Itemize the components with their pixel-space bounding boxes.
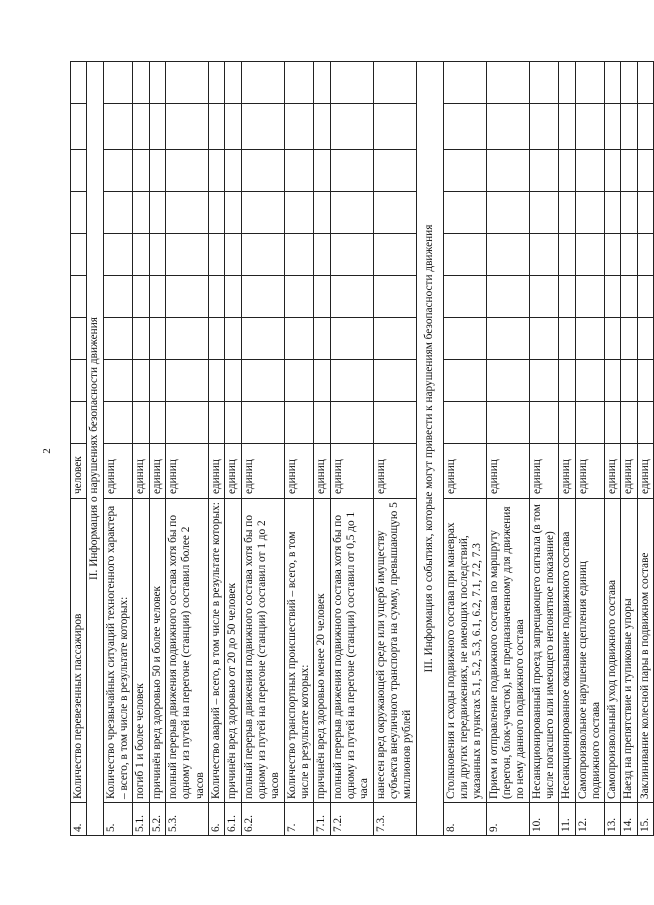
value-cell	[559, 402, 575, 444]
value-cell	[314, 104, 330, 150]
value-cell	[241, 62, 284, 104]
value-cell	[165, 150, 208, 192]
value-cell	[529, 192, 559, 234]
value-cell	[443, 276, 486, 318]
value-cell	[103, 402, 133, 444]
row-number: 7.1.	[314, 803, 330, 836]
value-cell	[373, 62, 416, 104]
row-indicator: причинён вред здоровью 50 и более человек	[149, 499, 165, 803]
value-cell	[103, 360, 133, 402]
row-number: 5.	[103, 803, 133, 836]
value-cell	[486, 360, 529, 402]
value-cell	[133, 234, 149, 276]
report-table	[70, 61, 654, 836]
table-row	[529, 62, 559, 836]
section-header	[87, 62, 103, 836]
value-cell	[621, 104, 637, 150]
row-number: 11.	[559, 803, 575, 836]
section-title: III. Информация о событиях, которые могут привести к нарушениям безопасности движения	[416, 62, 443, 836]
row-indicator: погиб 1 и более человек	[133, 499, 149, 803]
value-cell	[575, 402, 605, 444]
value-cell	[443, 104, 486, 150]
table-row	[71, 62, 87, 836]
value-cell	[165, 402, 208, 444]
row-indicator: Количество аварий – всего, в том числе в результате которых:	[208, 499, 224, 803]
value-cell	[575, 104, 605, 150]
value-cell	[284, 234, 314, 276]
value-cell	[103, 150, 133, 192]
row-indicator: Несанкционированное оказывание подвижного состава	[559, 499, 575, 803]
value-cell	[559, 150, 575, 192]
value-cell	[284, 402, 314, 444]
value-cell	[241, 192, 284, 234]
row-number: 5.3.	[165, 803, 208, 836]
value-cell	[225, 276, 241, 318]
value-cell	[575, 276, 605, 318]
value-cell	[225, 234, 241, 276]
value-cell	[149, 104, 165, 150]
rotated-page	[70, 62, 651, 836]
row-number: 6.1.	[225, 803, 241, 836]
row-number: 6.	[208, 803, 224, 836]
row-indicator: Количество чрезвычайных ситуаций техногенного характера – всего, в том числе в результате которых:	[103, 499, 133, 803]
value-cell	[605, 402, 621, 444]
value-cell	[373, 192, 416, 234]
row-number: 15.	[637, 803, 653, 836]
table-row	[575, 62, 605, 836]
row-indicator: полный перерыв движения подвижного состава хотя бы по одному из путей на перегоне (станции) составил более 2 часов	[165, 499, 208, 803]
value-cell	[165, 104, 208, 150]
value-cell	[637, 150, 653, 192]
row-indicator: Столкновения и сходы подвижного состава при маневрах или других передвижениях, не имеющих последствий, указанных в пунктах 5.1, 5.2, 5.3, 6.1, 6.2, 7.1, 7.2, 7.3	[443, 499, 486, 803]
value-cell	[486, 402, 529, 444]
row-unit: единиц	[133, 444, 149, 499]
value-cell	[373, 104, 416, 150]
row-indicator: Самопроизвольный уход подвижного состава	[605, 499, 621, 803]
value-cell	[103, 104, 133, 150]
value-cell	[314, 318, 330, 360]
value-cell	[486, 150, 529, 192]
value-cell	[241, 104, 284, 150]
value-cell	[208, 234, 224, 276]
value-cell	[443, 360, 486, 402]
value-cell	[225, 360, 241, 402]
table-row	[284, 62, 314, 836]
value-cell	[486, 192, 529, 234]
row-unit: человек	[71, 444, 87, 499]
value-cell	[284, 276, 314, 318]
row-indicator: причинён вред здоровью менее 20 человек	[314, 499, 330, 803]
value-cell	[149, 276, 165, 318]
value-cell	[241, 360, 284, 402]
row-indicator: Заклинивание колесной пары в подвижном составе	[637, 499, 653, 803]
value-cell	[559, 234, 575, 276]
value-cell	[529, 104, 559, 150]
row-unit: единиц	[225, 444, 241, 499]
table-row	[133, 62, 149, 836]
row-unit: единиц	[443, 444, 486, 499]
value-cell	[241, 402, 284, 444]
value-cell	[208, 104, 224, 150]
row-number: 12.	[575, 803, 605, 836]
value-cell	[575, 234, 605, 276]
value-cell	[103, 318, 133, 360]
section-title: II. Информация о нарушениях безопасности движения	[87, 62, 103, 836]
value-cell	[575, 62, 605, 104]
value-cell	[208, 276, 224, 318]
value-cell	[443, 150, 486, 192]
value-cell	[529, 234, 559, 276]
row-unit: единиц	[165, 444, 208, 499]
row-indicator: Количество транспортных происшествий – всего, в том числе в результате которых:	[284, 499, 314, 803]
value-cell	[133, 104, 149, 150]
value-cell	[208, 318, 224, 360]
value-cell	[225, 192, 241, 234]
row-unit: единиц	[621, 444, 637, 499]
value-cell	[208, 360, 224, 402]
value-cell	[284, 62, 314, 104]
value-cell	[330, 318, 373, 360]
value-cell	[559, 360, 575, 402]
value-cell	[330, 62, 373, 104]
row-indicator: Самопроизвольное нарушение сцепления единиц подвижного состава	[575, 499, 605, 803]
value-cell	[133, 318, 149, 360]
value-cell	[373, 234, 416, 276]
value-cell	[284, 318, 314, 360]
value-cell	[225, 402, 241, 444]
value-cell	[330, 192, 373, 234]
row-number: 4.	[71, 803, 87, 836]
row-unit: единиц	[284, 444, 314, 499]
value-cell	[559, 192, 575, 234]
row-indicator: полный перерыв движения подвижного состава хотя бы по одному из путей на перегоне (станции) составил от 1 до 2 часов	[241, 499, 284, 803]
value-cell	[605, 192, 621, 234]
value-cell	[575, 360, 605, 402]
value-cell	[165, 62, 208, 104]
value-cell	[165, 234, 208, 276]
value-cell	[314, 360, 330, 402]
value-cell	[373, 150, 416, 192]
value-cell	[575, 150, 605, 192]
value-cell	[621, 402, 637, 444]
value-cell	[486, 104, 529, 150]
table-row	[225, 62, 241, 836]
row-unit: единиц	[529, 444, 559, 499]
row-number: 7.3.	[373, 803, 416, 836]
value-cell	[637, 192, 653, 234]
value-cell	[621, 318, 637, 360]
row-number: 7.	[284, 803, 314, 836]
row-unit: единиц	[330, 444, 373, 499]
value-cell	[621, 234, 637, 276]
value-cell	[314, 234, 330, 276]
value-cell	[605, 234, 621, 276]
value-cell	[605, 62, 621, 104]
value-cell	[284, 150, 314, 192]
table-row	[373, 62, 416, 836]
value-cell	[621, 360, 637, 402]
row-number: 8.	[443, 803, 486, 836]
value-cell	[165, 360, 208, 402]
value-cell	[314, 150, 330, 192]
table-row	[637, 62, 653, 836]
value-cell	[486, 234, 529, 276]
row-unit: единиц	[605, 444, 621, 499]
row-indicator: Прием и отправление подвижного состава по маршруту (перегон, блок-участок), не предназначенному для движения по нему данного подвижного состава	[486, 499, 529, 803]
value-cell	[575, 318, 605, 360]
value-cell	[149, 62, 165, 104]
value-cell	[208, 150, 224, 192]
value-cell	[637, 234, 653, 276]
page-number: 2	[40, 448, 53, 454]
table-row	[103, 62, 133, 836]
table-row	[605, 62, 621, 836]
value-cell	[605, 150, 621, 192]
value-cell	[208, 62, 224, 104]
value-cell	[637, 360, 653, 402]
value-cell	[443, 234, 486, 276]
value-cell	[133, 150, 149, 192]
value-cell	[314, 192, 330, 234]
row-indicator: Несанкционированный проезд запрещающего сигнала (в том числе погасшего или имеющего непонятное показание)	[529, 499, 559, 803]
value-cell	[149, 360, 165, 402]
value-cell	[637, 276, 653, 318]
value-cell	[559, 276, 575, 318]
row-number: 6.2.	[241, 803, 284, 836]
value-cell	[637, 104, 653, 150]
value-cell	[575, 192, 605, 234]
value-cell	[637, 62, 653, 104]
row-indicator: Количество перевезенных пассажиров	[71, 499, 87, 803]
value-cell	[208, 192, 224, 234]
value-cell	[529, 318, 559, 360]
value-cell	[225, 104, 241, 150]
value-cell	[621, 192, 637, 234]
row-unit: единиц	[314, 444, 330, 499]
value-cell	[149, 234, 165, 276]
value-cell	[330, 402, 373, 444]
row-number: 7.2.	[330, 803, 373, 836]
row-number: 10.	[529, 803, 559, 836]
value-cell	[529, 276, 559, 318]
value-cell	[443, 402, 486, 444]
row-indicator: нанесен вред окружающей среде или ущерб имуществу субъекта внеуличного транспорта на сумму, превышающую 5 миллионов рублей	[373, 499, 416, 803]
value-cell	[284, 360, 314, 402]
value-cell	[559, 318, 575, 360]
value-cell	[605, 276, 621, 318]
value-cell	[373, 276, 416, 318]
value-cell	[208, 402, 224, 444]
value-cell	[241, 276, 284, 318]
table-row	[559, 62, 575, 836]
table-row	[149, 62, 165, 836]
value-cell	[373, 360, 416, 402]
row-number: 9.	[486, 803, 529, 836]
value-cell	[133, 402, 149, 444]
value-cell	[330, 360, 373, 402]
value-cell	[149, 402, 165, 444]
value-cell	[486, 276, 529, 318]
row-indicator: полный перерыв движения подвижного состава хотя бы по одному из путей на перегоне (станции) составил от 0,5 до 1 часа	[330, 499, 373, 803]
table-row	[330, 62, 373, 836]
value-cell	[330, 276, 373, 318]
value-cell	[559, 104, 575, 150]
row-number: 13.	[605, 803, 621, 836]
value-cell	[284, 192, 314, 234]
row-indicator: Наезд на препятствие и тупиковые упоры	[621, 499, 637, 803]
value-cell	[133, 62, 149, 104]
value-cell	[559, 62, 575, 104]
value-cell	[605, 360, 621, 402]
row-indicator: причинён вред здоровью от 20 до 50 человек	[225, 499, 241, 803]
row-unit: единиц	[575, 444, 605, 499]
value-cell	[605, 318, 621, 360]
value-cell	[133, 360, 149, 402]
table-row	[165, 62, 208, 836]
value-cell	[103, 276, 133, 318]
table-row	[621, 62, 637, 836]
value-cell	[149, 318, 165, 360]
value-cell	[330, 234, 373, 276]
row-unit: единиц	[103, 444, 133, 499]
value-cell	[443, 192, 486, 234]
value-cell	[330, 150, 373, 192]
row-unit: единиц	[208, 444, 224, 499]
table-row	[443, 62, 486, 836]
value-cell	[241, 234, 284, 276]
value-cell	[529, 402, 559, 444]
value-cell	[529, 62, 559, 104]
value-cell	[330, 104, 373, 150]
table-row	[486, 62, 529, 836]
row-unit: единиц	[241, 444, 284, 499]
value-cell	[373, 318, 416, 360]
row-number: 14.	[621, 803, 637, 836]
row-unit: единиц	[373, 444, 416, 499]
value-cell	[637, 318, 653, 360]
value-cell	[443, 318, 486, 360]
row-number: 5.2.	[149, 803, 165, 836]
value-cell	[314, 402, 330, 444]
value-cell	[225, 62, 241, 104]
value-cell	[103, 62, 133, 104]
value-cell	[443, 62, 486, 104]
value-cell	[149, 192, 165, 234]
row-unit: единиц	[559, 444, 575, 499]
value-cell	[314, 276, 330, 318]
value-cell	[149, 150, 165, 192]
value-cell	[241, 150, 284, 192]
row-number: 5.1.	[133, 803, 149, 836]
value-cell	[241, 318, 284, 360]
value-cell	[314, 62, 330, 104]
value-cell	[165, 276, 208, 318]
value-cell	[133, 276, 149, 318]
value-cell	[486, 62, 529, 104]
value-cell	[605, 104, 621, 150]
value-cell	[373, 402, 416, 444]
row-unit: единиц	[149, 444, 165, 499]
value-cell	[486, 318, 529, 360]
value-cell	[529, 150, 559, 192]
row-unit: единиц	[637, 444, 653, 499]
value-cell	[165, 318, 208, 360]
value-cell	[621, 150, 637, 192]
value-cell	[529, 360, 559, 402]
value-cell	[133, 192, 149, 234]
table-row	[208, 62, 224, 836]
table-row	[241, 62, 284, 836]
value-cell	[225, 150, 241, 192]
value-cell	[103, 192, 133, 234]
value-cell	[103, 234, 133, 276]
row-unit: единиц	[486, 444, 529, 499]
table-row	[314, 62, 330, 836]
value-cell	[637, 402, 653, 444]
value-cell	[225, 318, 241, 360]
value-cell	[621, 62, 637, 104]
value-cell	[621, 276, 637, 318]
value-cell	[165, 192, 208, 234]
value-cell	[284, 104, 314, 150]
section-header	[416, 62, 443, 836]
